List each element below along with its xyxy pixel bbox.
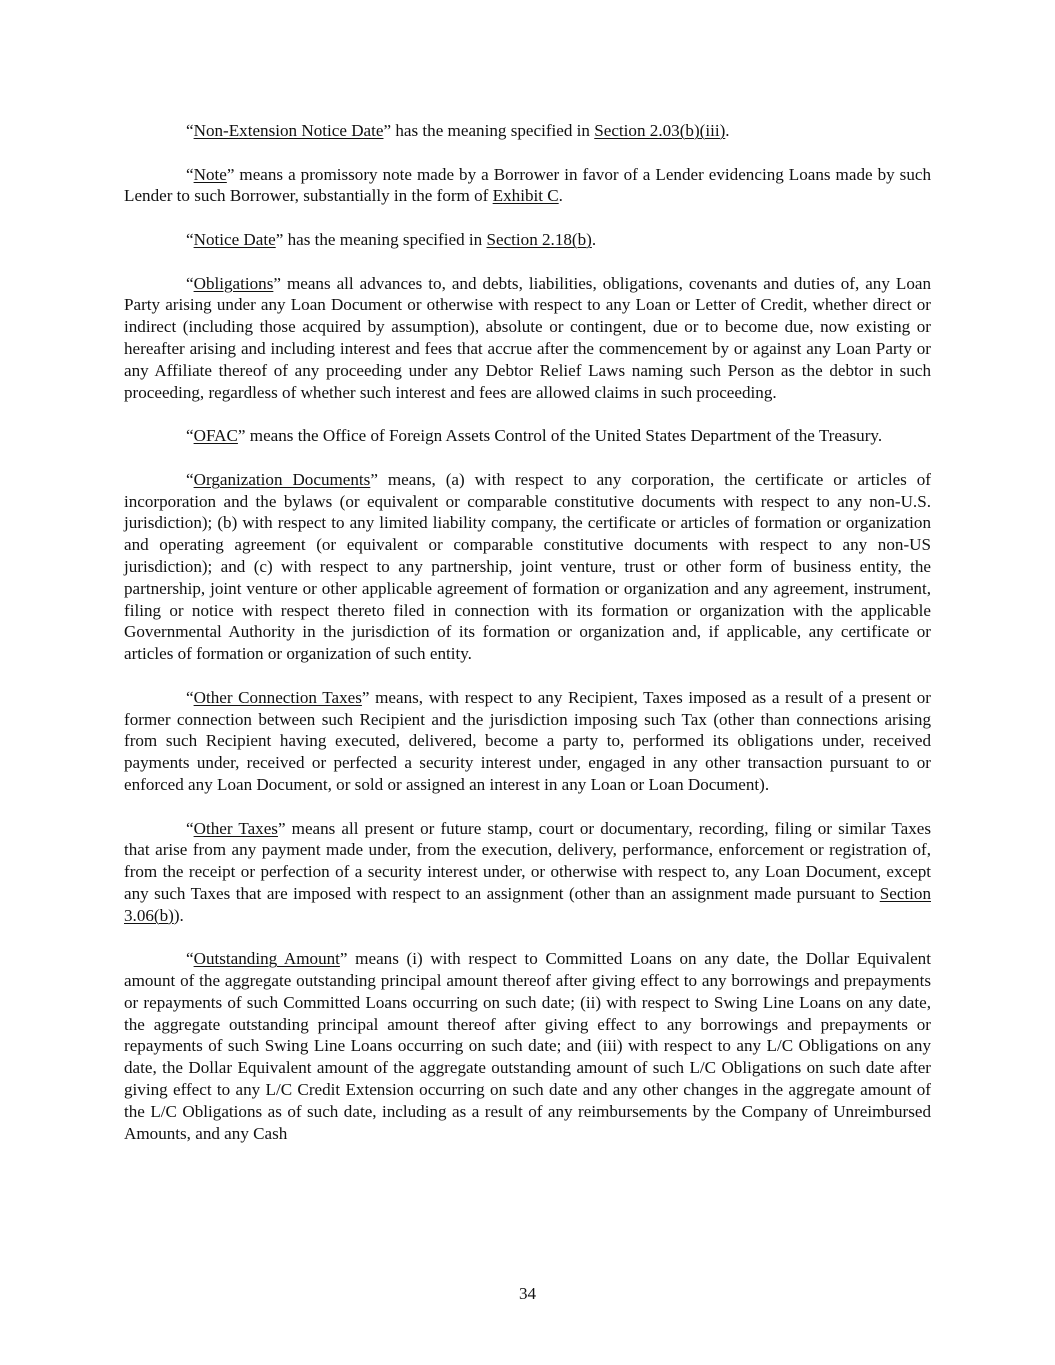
definition-paragraph [124,687,931,796]
defined-term: Non-Extension Notice Date [193,121,384,140]
definition-text: “ [186,229,194,249]
defined-term: OFAC [193,426,238,446]
definition-paragraph [124,425,931,447]
definition-paragraph [124,229,931,251]
definition-text: “ [186,949,194,969]
cross-reference: Section 3.06(b) [124,883,931,925]
definition-text: . [558,186,563,206]
defined-term: Note [193,164,227,184]
definition-text: “ [186,273,194,293]
definition-paragraph [124,948,931,1144]
definition-text: “ [186,164,194,184]
definition-text: “ [186,121,194,140]
definition-paragraph [124,273,931,404]
definition-text: ” means, (a) with respect to any corporation, the certificate or articles of incorporation and the bylaws (or equivalent or comparable constitutive documents with respect to any non-U.S. jurisdiction); (b) with respect to any limited liability company, the certificate or articles of formation or organization and operating agreement (or equivalent or comparable constitutive documents with respect to any non-US jurisdiction); and (c) with respect to any partnership, joint venture, trust or other form of business entity, the partnership, joint venture or other applicable agreement of formation or organization and any agreement, instrument, filing or notice with respect thereto filed in connection with its formation or organization with the applicable Governmental Authority in the jurisdiction of its formation or organization and, if applicable, any certificate or articles of formation or organization of such entity. [124,469,931,664]
defined-term: Outstanding Amount [193,949,340,969]
definition-text: ” means all advances to, and debts, liabilities, obligations, covenants and duties of, any Loan Party arising under any Loan Document or otherwise with respect to any Loan or Letter of Credit, whether direct or indirect (including those acquired by assumption), absolute or contingent, due or to become due, now existing or hereafter arising and including interest and fees that accrue after the commencement by or against any Loan Party or any Affiliate thereof of any proceeding under any Debtor Relief Laws naming such Person as the debtor in such proceeding, regardless of whether such interest and fees are allowed claims in such proceeding. [124,273,931,402]
definition-text: . [591,229,597,249]
definition-text: . [725,121,730,140]
definition-paragraph [124,469,931,665]
defined-term: Organization Documents [193,469,371,489]
definition-text: ” means the Office of Foreign Assets Control of the United States Department of the Treasury. [237,426,883,446]
definition-paragraph [124,120,931,142]
definition-text: ” means all present or future stamp, court or documentary, recording, filing or similar Taxes that arise from any payment made under, from the execution, delivery, performance, enforcement or registration of, from the receipt or perfection of a security interest under, or otherwise with respect to, any Loan Document, except any such Taxes that are imposed with respect to an assignment (other than an assignment made pursuant to [124,818,931,903]
cross-reference: Section 2.18(b) [486,229,592,249]
definition-text: ” means (i) with respect to Committed Loans on any date, the Dollar Equivalent amount of the aggregate outstanding principal amount thereof after giving effect to any borrowings and prepayments or repayments of such Committed Loans occurring on such date; (ii) with respect to Swing Line Loans on any date, the aggregate outstanding principal amount thereof after giving effect to any borrowings and prepayments or repayments of such Swing Line Loans occurring on such date; and (iii) with respect to any L/C Obligations on any date, the Dollar Equivalent amount of the aggregate outstanding amount of such L/C Obligations on such date after giving effect to any L/C Credit Extension occurring on such date and any other changes in the aggregate amount of the L/C Obligations as of such date, including as a result of any reimbursements by the Company of Unreimbursed Amounts, and any Cash [124,949,931,1143]
definition-text: “ [186,818,194,838]
defined-term: Obligations [193,273,274,293]
defined-term: Other Taxes [193,818,278,838]
definition-text: ” means a promissory note made by a Borrower in favor of a Lender evidencing Loans made by such Lender to such Borrower, substantially in the form of [124,164,931,206]
definition-text: “ [186,687,194,707]
definition-text: ” has the meaning specified in [383,121,595,140]
definition-paragraph [124,164,931,208]
definition-text: “ [186,426,194,446]
defined-term: Other Connection Taxes [193,687,362,707]
definition-text: ” means, with respect to any Recipient, Taxes imposed as a result of a present or former connection between such Recipient and the jurisdiction imposing such Tax (other than connections arising from such Recipient having executed, delivered, become a party to, performed its obligations under, received payments under, received or perfected a security interest under, engaged in any other transaction pursuant to or enforced any Loan Document, or sold or assigned an interest in any Loan or Loan Document). [124,687,931,794]
document-body [124,120,931,1166]
cross-reference: Exhibit C [492,186,559,206]
defined-term: Notice Date [193,229,276,249]
definition-paragraph [124,818,931,927]
definition-text: “ [186,469,194,489]
page-number: 34 [518,1284,537,1303]
definition-text: ” has the meaning specified in [275,229,487,249]
cross-reference: Section 2.03(b)(iii) [594,121,726,140]
definition-text: ). [173,905,184,925]
